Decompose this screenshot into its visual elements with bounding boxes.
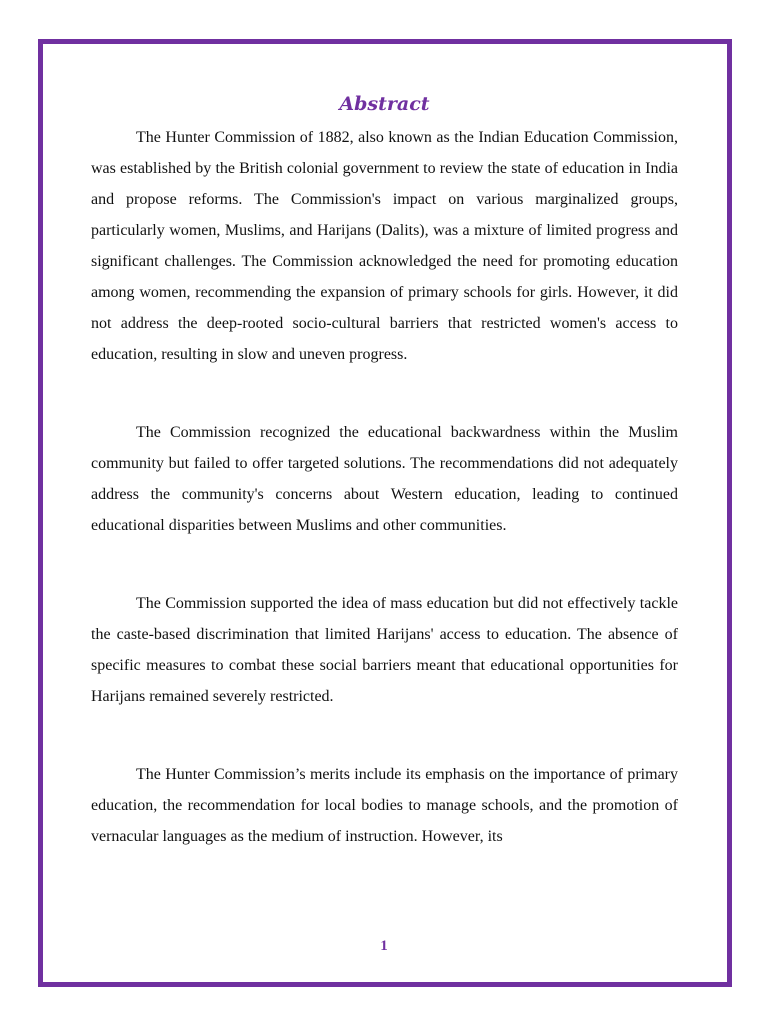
page-number: 1	[380, 938, 388, 954]
paragraph-gap	[91, 541, 678, 588]
document-body	[91, 90, 678, 852]
paragraph-gap	[91, 370, 678, 417]
paragraph-3: The Commission supported the idea of mass education but did not effectively tackle the caste-based discrimination that limited Harijans' access to education. The absence of specific measures to combat these social barriers meant that educational opportunities for Harijans remained severely restricted.	[91, 595, 678, 705]
paragraph-gap	[91, 712, 678, 759]
abstract-title: Abstract	[339, 93, 430, 115]
paragraph-1: The Hunter Commission of 1882, also known as the Indian Education Commission, was established by the British colonial government to review the state of education in India and propose reforms. The Commission's impact on various marginalized groups, particularly women, Muslims, and Harijans (Dalits), was a mixture of limited progress and significant challenges. The Commission acknowledged the need for promoting education among women, recommending the expansion of primary schools for girls. However, it did not address the deep-rooted socio-cultural barriers that restricted women's access to education, resulting in slow and uneven progress.	[91, 129, 678, 363]
paragraph-2: The Commission recognized the educational backwardness within the Muslim community but failed to offer targeted solutions. The recommendations did not adequately address the community's concerns about Western education, leading to continued educational disparities between Muslims and other communities.	[91, 424, 678, 534]
paragraph-4: The Hunter Commission’s merits include its emphasis on the importance of primary education, the recommendation for local bodies to manage schools, and the promotion of vernacular languages as the medium of instruction. However, its	[91, 766, 678, 845]
